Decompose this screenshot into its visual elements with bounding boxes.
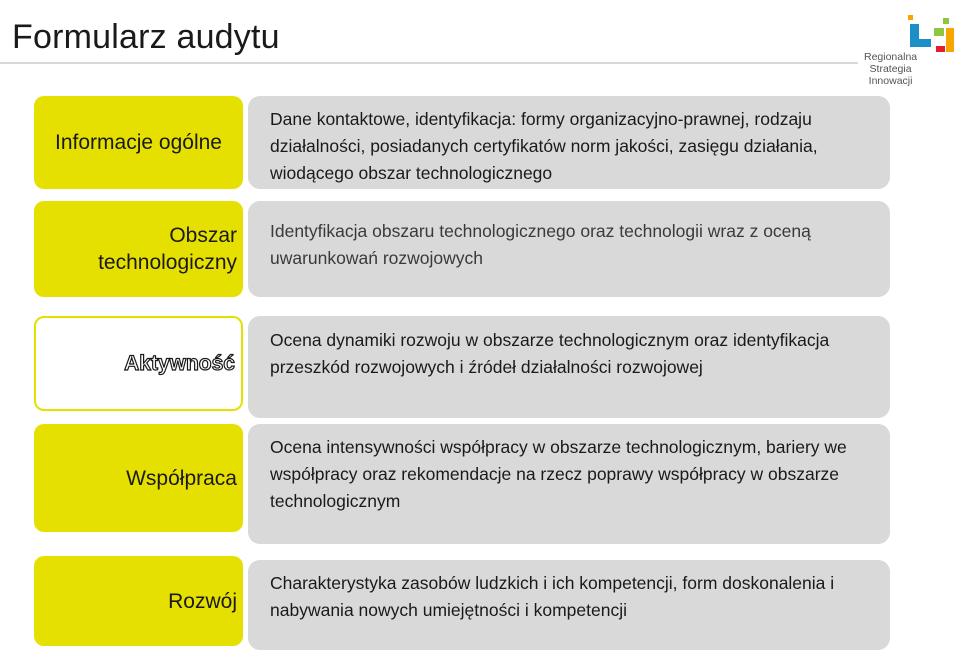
logo-text [864,51,917,87]
category-description: Ocena intensywności współpracy w obszarze technologicznym, bariery we współpracy oraz rekomendacje na rzecz poprawy współpracy w obszarze technologicznym [248,424,890,544]
logo-line: Strategia [869,63,912,75]
category-label: Obszar technologiczny [34,201,243,297]
page-title: Formularz audytu [12,18,280,56]
category-description: Charakterystyka zasobów ludzkich i ich kompetencji, form doskonalenia i nabywania nowych umiejętności i kompetencji [248,560,890,650]
category-label: Informacje ogólne [34,96,243,189]
logo-line: Innowacji [868,75,913,87]
category-label: Współpraca [34,424,243,532]
category-description: Identyfikacja obszaru technologicznego oraz technologii wraz z oceną uwarunkowań rozwojowych [248,201,890,297]
category-label: Aktywność [34,316,243,411]
logo-line: Regionalna [864,51,918,63]
title-divider [0,62,858,64]
category-label: Rozwój [34,556,243,646]
category-description: Ocena dynamiki rozwoju w obszarze technologicznym oraz identyfikacja przeszkód rozwojowych i źródeł działalności rozwojowej [248,316,890,418]
category-description: Dane kontaktowe, identyfikacja: formy organizacyjno-prawnej, rodzaju działalności, posiadanych certyfikatów norm jakości, zasięgu działania, wiodącego obszar technologicznego [248,96,890,189]
